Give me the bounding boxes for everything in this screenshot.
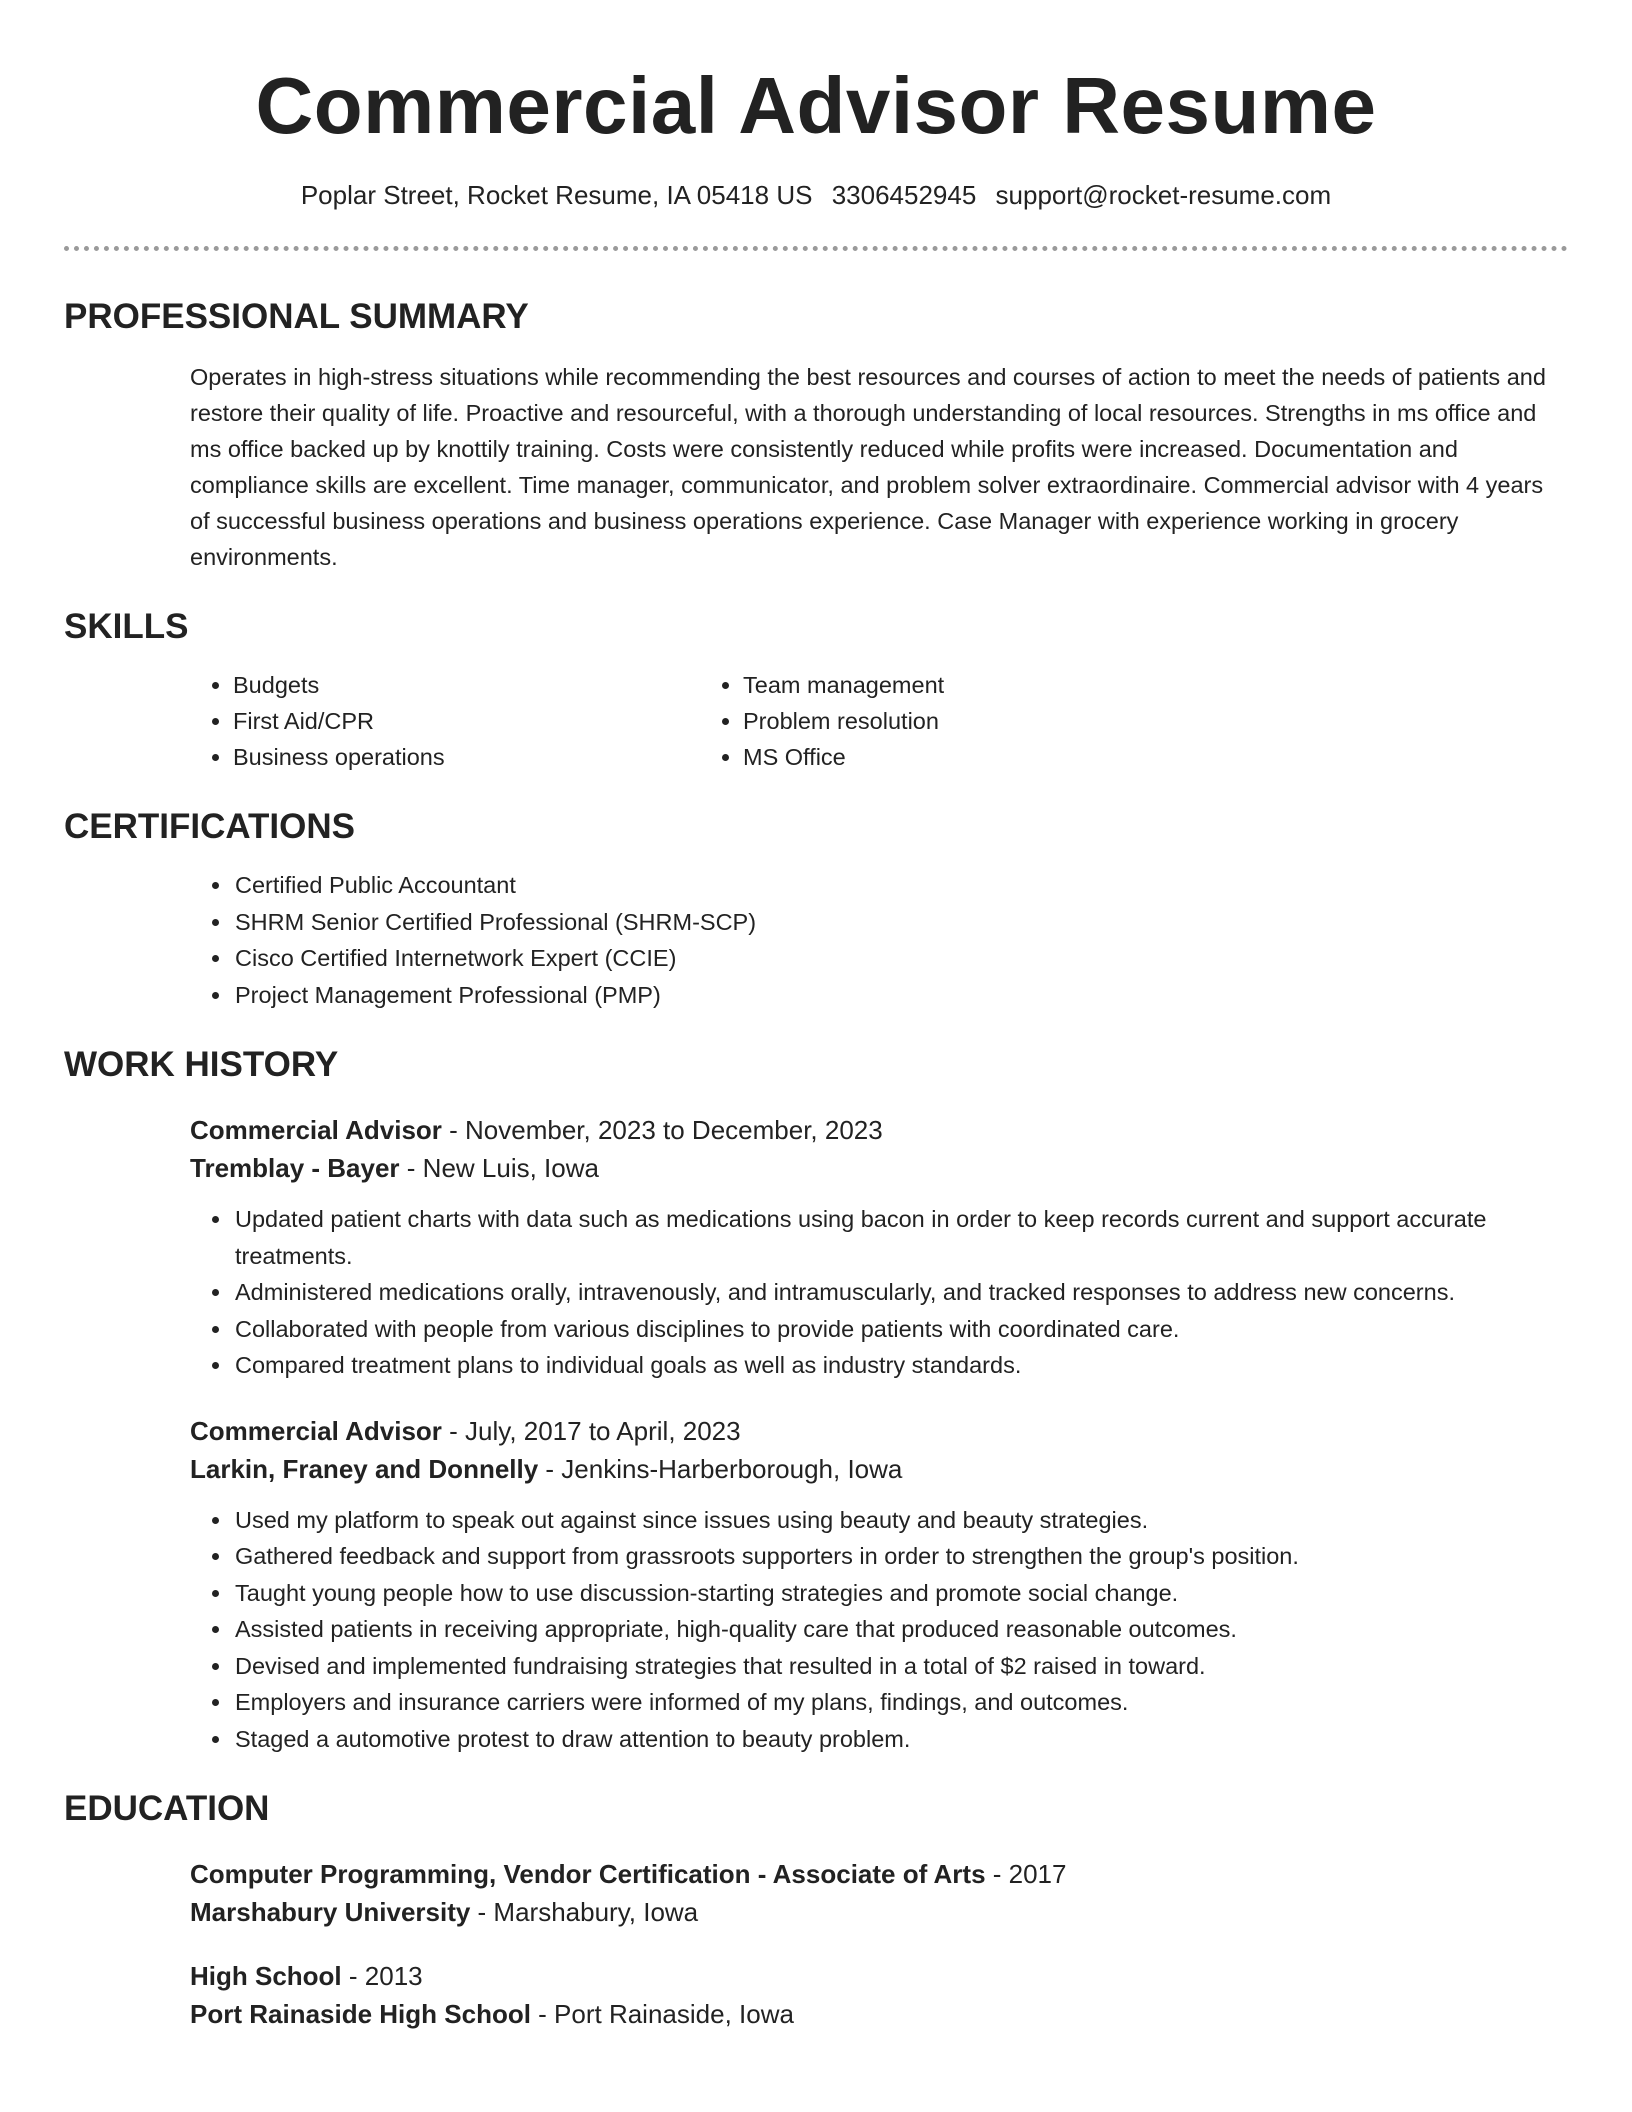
skill-item: • Business operations	[233, 739, 743, 775]
education-year: - 2013	[341, 1961, 423, 1991]
skills-grid	[64, 667, 1568, 775]
job-bullet: • Used my platform to speak out against since issues using beauty and beauty strategies.	[233, 1502, 1568, 1539]
job-location: - New Luis, Iowa	[399, 1153, 599, 1183]
education-degree: Computer Programming, Vendor Certification - Associate of Arts	[190, 1859, 986, 1889]
job-bullet: • Assisted patients in receiving appropriate, high-quality care that produced reasonable outcomes.	[233, 1611, 1568, 1648]
certification-item: • Certified Public Accountant	[233, 867, 1568, 904]
job-bullet: • Administered medications orally, intravenously, and intramuscularly, and tracked responses to address new concerns.	[233, 1274, 1568, 1311]
education-degree: High School	[190, 1961, 342, 1991]
job-bullet: • Gathered feedback and support from grassroots supporters in order to strengthen the group's position.	[233, 1538, 1568, 1575]
job-location: - Jenkins-Harberborough, Iowa	[538, 1453, 903, 1484]
job-dates: - November, 2023 to December, 2023	[441, 1115, 883, 1145]
job-bullet: • Compared treatment plans to individual goals as well as industry standards.	[233, 1347, 1568, 1384]
education-school: Port Rainaside High School	[190, 1999, 531, 2029]
job-company: Tremblay - Bayer	[190, 1153, 400, 1183]
certification-item: • SHRM Senior Certified Professional (SHRM-SCP)	[233, 904, 1568, 941]
job-bullets	[190, 1201, 1568, 1384]
certifications-list	[64, 867, 1568, 1013]
job-bullet: • Updated patient charts with data such as medications using bacon in order to keep records current and support accurate treatments.	[233, 1201, 1568, 1274]
job-bullets	[190, 1502, 1568, 1758]
job-title: Commercial Advisor	[190, 1415, 442, 1446]
section-heading-skills: SKILLS	[64, 607, 189, 646]
resume-title: Commercial Advisor Resume	[255, 61, 1377, 150]
education-degree-line	[190, 1957, 1568, 1995]
education-degree-line	[190, 1855, 1568, 1893]
job-entry	[190, 1111, 1568, 1384]
section-heading-education: EDUCATION	[64, 1789, 270, 1828]
section-heading-certifications: CERTIFICATIONS	[64, 807, 356, 846]
education-school-line	[190, 1995, 1568, 2033]
certification-item: • Project Management Professional (PMP)	[233, 977, 1568, 1014]
contact-email: support@rocket-resume.com	[995, 180, 1332, 210]
job-company-line	[190, 1149, 1568, 1187]
job-bullet: • Taught young people how to use discussion-starting strategies and promote social change.	[233, 1575, 1568, 1612]
certification-item: • Cisco Certified Internetwork Expert (CCIE)	[233, 940, 1568, 977]
job-title-line	[190, 1412, 1568, 1450]
skills-column-1	[64, 667, 743, 775]
education-location: - Port Rainaside, Iowa	[530, 1999, 794, 2029]
job-title-line	[190, 1111, 1568, 1149]
job-bullet: • Employers and insurance carriers were informed of my plans, findings, and outcomes.	[233, 1684, 1568, 1721]
section-heading-work: WORK HISTORY	[64, 1045, 339, 1084]
education-school-line	[190, 1893, 1568, 1931]
contact-line	[64, 178, 1568, 212]
contact-phone: 3306452945	[831, 180, 977, 210]
section-skills	[64, 605, 1568, 775]
job-entry	[190, 1412, 1568, 1758]
section-heading-summary: PROFESSIONAL SUMMARY	[64, 297, 529, 336]
job-bullet: • Staged a automotive protest to draw attention to beauty problem.	[233, 1721, 1568, 1758]
skill-item: • Team management	[743, 667, 1253, 703]
job-bullet: • Devised and implemented fundraising strategies that resulted in a total of $2 raised in toward.	[233, 1648, 1568, 1685]
contact-address: Poplar Street, Rocket Resume, IA 05418 US	[300, 180, 813, 210]
skills-column-2	[743, 667, 1253, 775]
section-summary	[64, 295, 1568, 575]
skill-item: • Problem resolution	[743, 703, 1253, 739]
job-dates: - July, 2017 to April, 2023	[441, 1415, 741, 1446]
education-location: - Marshabury, Iowa	[470, 1897, 699, 1927]
skill-item: • Budgets	[233, 667, 743, 703]
summary-text: Operates in high-stress situations while recommending the best resources and courses of action to meet the needs of patients and restore their quality of life. Proactive and resourceful, with a thorough understanding of local resources. Strengths in ms office and ms office backed up by knottily training. Costs were consistently reduced while profits were increased. Documentation and compliance skills are excellent. Time manager, communicator, and problem solver extraordinaire. Commercial advisor with 4 years of successful business operations and business operations experience. Case Manager with experience working in grocery environments.	[190, 364, 1546, 570]
job-title: Commercial Advisor	[190, 1115, 442, 1145]
section-education	[64, 1787, 1568, 2033]
skill-item: • MS Office	[743, 739, 1253, 775]
education-school: Marshabury University	[190, 1897, 471, 1927]
education-entry	[190, 1855, 1568, 1931]
job-company-line	[190, 1450, 1568, 1488]
education-entry	[190, 1957, 1568, 2033]
job-company: Larkin, Franey and Donnelly	[190, 1453, 539, 1484]
skill-item: • First Aid/CPR	[233, 703, 743, 739]
section-work-history	[64, 1043, 1568, 1757]
section-certifications	[64, 805, 1568, 1013]
header-divider	[64, 246, 1568, 251]
education-year: - 2017	[985, 1859, 1067, 1889]
job-bullet: • Collaborated with people from various disciplines to provide patients with coordinated care.	[233, 1311, 1568, 1348]
